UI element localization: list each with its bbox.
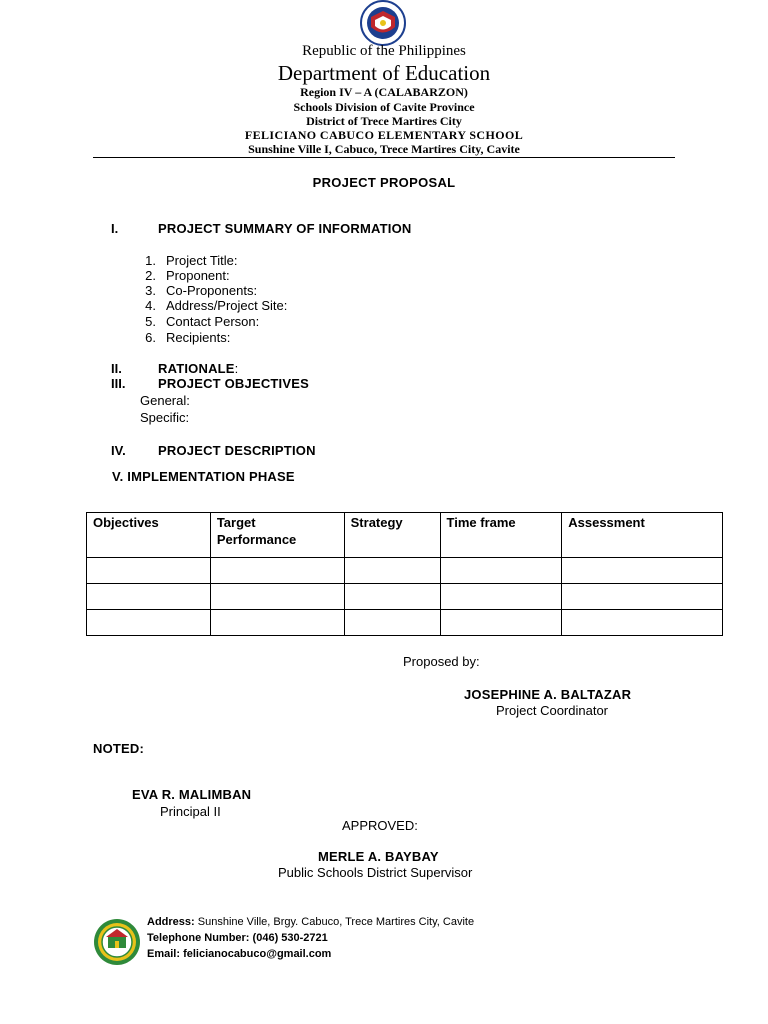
table-cell[interactable] — [344, 584, 440, 610]
table-cell[interactable] — [87, 610, 211, 636]
section4-number: IV. — [111, 443, 126, 458]
item-number: 5. — [145, 314, 156, 329]
implementation-table — [86, 512, 723, 636]
item-number: 4. — [145, 298, 156, 313]
objectives-general: General: — [140, 393, 190, 408]
section2-colon: : — [234, 361, 239, 376]
footer-address-value: Sunshine Ville, Brgy. Cabuco, Trece Martires City, Cavite — [197, 916, 475, 928]
noted-label: NOTED: — [93, 741, 145, 756]
letterhead-address: Sunshine Ville I, Cabuco, Trece Martires City, Cavite — [248, 142, 520, 156]
letterhead-republic: Republic of the Philippines — [302, 43, 466, 59]
letterhead-district: District of Trece Martires City — [306, 114, 462, 128]
header-objectives: Objectives — [87, 513, 211, 558]
supervisor-name: MERLE A. BAYBAY — [318, 849, 439, 864]
item-proponent: Proponent: — [166, 268, 230, 283]
section5-title: V. IMPLEMENTATION PHASE — [112, 469, 295, 484]
table-cell[interactable] — [440, 610, 562, 636]
item-number: 3. — [145, 283, 156, 298]
table-cell[interactable] — [562, 558, 723, 584]
letterhead-school: FELICIANO CABUCO ELEMENTARY SCHOOL — [244, 128, 524, 142]
section1-number: I. — [111, 221, 119, 236]
table-cell[interactable] — [87, 584, 211, 610]
school-seal-icon — [93, 918, 141, 966]
table-cell[interactable] — [210, 610, 344, 636]
section2-heading — [158, 361, 238, 376]
item-co-proponents: Co-Proponents: — [166, 283, 258, 298]
letterhead-division: Schools Division of Cavite Province — [293, 100, 475, 114]
section2-title: RATIONALE — [158, 361, 235, 376]
table-cell[interactable] — [562, 610, 723, 636]
table-row — [87, 610, 723, 636]
table-cell[interactable] — [440, 584, 562, 610]
section3-number: III. — [111, 376, 126, 391]
coordinator-name: JOSEPHINE A. BALTAZAR — [464, 687, 632, 702]
footer-email-label: Email: — [147, 948, 181, 960]
proposed-by-label: Proposed by: — [403, 654, 480, 669]
principal-role: Principal II — [160, 804, 221, 819]
item-number: 6. — [145, 330, 156, 345]
footer-address — [147, 916, 474, 928]
section3-title: PROJECT OBJECTIVES — [158, 376, 309, 391]
header-strategy: Strategy — [344, 513, 440, 558]
coordinator-role: Project Coordinator — [496, 703, 608, 718]
table-cell[interactable] — [87, 558, 211, 584]
principal-name: EVA R. MALIMBAN — [132, 787, 252, 802]
footer-phone-value: (046) 530-2721 — [252, 932, 328, 944]
footer-phone — [147, 932, 328, 944]
table-cell[interactable] — [344, 610, 440, 636]
table-cell[interactable] — [344, 558, 440, 584]
document-title: PROJECT PROPOSAL — [312, 175, 456, 190]
footer-phone-label: Telephone Number: — [147, 932, 250, 944]
footer-email — [147, 948, 331, 960]
item-number: 2. — [145, 268, 156, 283]
table-row — [87, 584, 723, 610]
header-time-frame: Time frame — [440, 513, 562, 558]
letterhead-department: Department of Education — [277, 61, 491, 85]
section1-title: PROJECT SUMMARY OF INFORMATION — [158, 221, 412, 236]
supervisor-role: Public Schools District Supervisor — [278, 865, 473, 880]
header-assessment: Assessment — [562, 513, 723, 558]
table-cell[interactable] — [562, 584, 723, 610]
table-row — [87, 558, 723, 584]
objectives-specific: Specific: — [140, 410, 190, 425]
item-address-site: Address/Project Site: — [166, 298, 288, 313]
item-contact-person: Contact Person: — [166, 314, 260, 329]
footer-email-value: felicianocabuco@gmail.com — [183, 948, 332, 960]
item-recipients: Recipients: — [166, 330, 231, 345]
item-number: 1. — [145, 253, 156, 268]
table-header-row — [87, 513, 723, 558]
item-project-title: Project Title: — [166, 253, 238, 268]
table-cell[interactable] — [210, 584, 344, 610]
table-cell[interactable] — [440, 558, 562, 584]
header-rule — [93, 157, 675, 158]
section4-title: PROJECT DESCRIPTION — [158, 443, 316, 458]
section2-number: II. — [111, 361, 122, 376]
letterhead-region: Region IV – A (CALABARZON) — [300, 85, 468, 99]
footer-address-label: Address: — [147, 916, 195, 928]
table-cell[interactable] — [210, 558, 344, 584]
deped-seal-icon — [358, 0, 408, 46]
header-target-performance: Target Performance — [210, 513, 344, 558]
approved-label: APPROVED: — [342, 818, 418, 833]
